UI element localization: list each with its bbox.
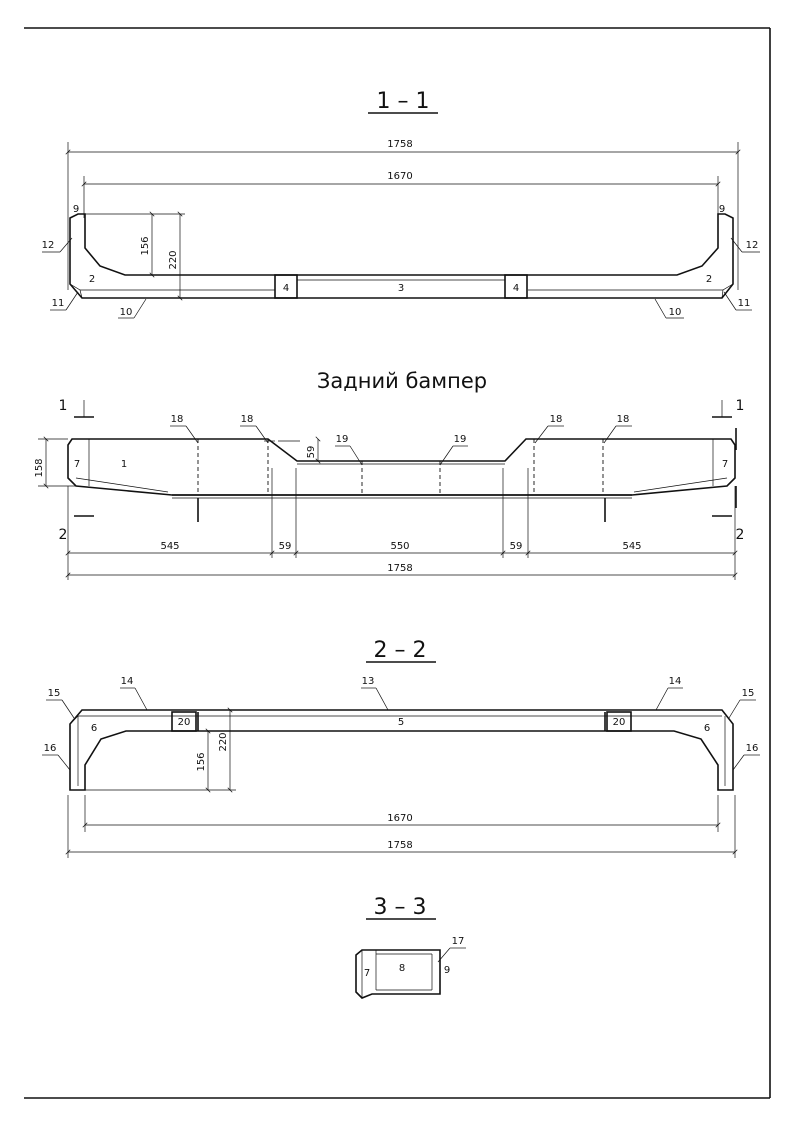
section-3-3-title: 3 – 3: [373, 895, 427, 920]
section-1-1-part-labels: [42, 204, 760, 318]
part-20-right: 20: [612, 717, 626, 728]
dim-59-notch-label: 59: [306, 445, 317, 459]
dim-1670-s22-label: 1670: [387, 813, 413, 824]
part-2-right: 2: [705, 274, 713, 285]
part-2-left: 2: [88, 274, 96, 285]
dim-59-left: 59: [278, 541, 292, 552]
dim-1670-label: 1670: [387, 171, 413, 182]
main-view-outline: [68, 439, 735, 522]
marker-1-right: 1: [735, 398, 745, 414]
dim-545-left: 545: [160, 541, 180, 552]
marker-1-left: 1: [58, 398, 68, 414]
section-2-2-title: 2 – 2: [373, 638, 427, 663]
part-14-left: 14: [120, 676, 134, 687]
dim-1758-mid: 1758: [387, 563, 413, 574]
main-view-hidden-lines: [198, 439, 603, 495]
part-7-s33: 7: [363, 968, 371, 979]
part-4-right: 4: [512, 283, 520, 294]
dim-156-220-s22: [85, 710, 236, 790]
section-1-1-title: 1 – 1: [376, 89, 430, 114]
part-20-left: 20: [177, 717, 191, 728]
dim-550: 550: [390, 541, 410, 552]
dim-1758-label: 1758: [387, 139, 413, 150]
section-3-3: [356, 895, 466, 998]
part-18-d: 18: [616, 414, 630, 425]
part-5: 5: [397, 717, 405, 728]
section-1-1: [42, 89, 760, 318]
main-view-title: Задний бампер: [316, 369, 488, 393]
section-2-2: [42, 638, 760, 858]
part-18-a: 18: [170, 414, 184, 425]
dim-220-label: 220: [168, 250, 179, 270]
part-12-left: 12: [41, 240, 55, 251]
part-15-left: 15: [47, 688, 61, 699]
part-15-right: 15: [741, 688, 755, 699]
part-11-left: 11: [51, 298, 65, 309]
dim-545-right: 545: [622, 541, 642, 552]
part-16-left: 16: [43, 743, 57, 754]
main-view-bottom-dims: [68, 468, 735, 580]
dim-156-220-left: [85, 214, 185, 298]
part-7-left: 7: [73, 459, 81, 470]
section-markers: [59, 398, 745, 543]
part-3: 3: [397, 283, 405, 294]
dim-158-label: 158: [34, 458, 45, 478]
part-11-right: 11: [737, 298, 751, 309]
part-6-right: 6: [703, 723, 711, 734]
part-18-b: 18: [240, 414, 254, 425]
part-13: 13: [361, 676, 375, 687]
part-18-c: 18: [549, 414, 563, 425]
dim-156-label: 156: [140, 236, 151, 256]
part-16-right: 16: [745, 743, 759, 754]
dim-59-notch: [297, 439, 330, 461]
part-12-right: 12: [745, 240, 759, 251]
part-19-b: 19: [453, 434, 467, 445]
part-14-right: 14: [668, 676, 682, 687]
part-9-right: 9: [718, 204, 726, 215]
part-10-left: 10: [119, 307, 133, 318]
part-7-right: 7: [721, 459, 729, 470]
part-9-s33: 9: [443, 965, 451, 976]
part-6-left: 6: [90, 723, 98, 734]
part-8: 8: [398, 963, 406, 974]
dim-1758-s22-label: 1758: [387, 840, 413, 851]
part-1: 1: [120, 459, 128, 470]
section-2-2-part-labels: [42, 676, 760, 770]
part-19-a: 19: [335, 434, 349, 445]
main-view-rear-bumper: [34, 369, 744, 580]
part-17: 17: [451, 936, 465, 947]
dim-59-right: 59: [509, 541, 523, 552]
dim-156-s22-label: 156: [196, 752, 207, 772]
part-10-right: 10: [668, 307, 682, 318]
dim-220-s22-label: 220: [218, 732, 229, 752]
part-4-left: 4: [282, 283, 290, 294]
marker-2-left: 2: [58, 527, 68, 543]
marker-2-right: 2: [735, 527, 745, 543]
dim-1670-1758-s22: [68, 795, 735, 858]
part-9-left: 9: [72, 204, 80, 215]
dim-1670-top: [84, 171, 718, 218]
